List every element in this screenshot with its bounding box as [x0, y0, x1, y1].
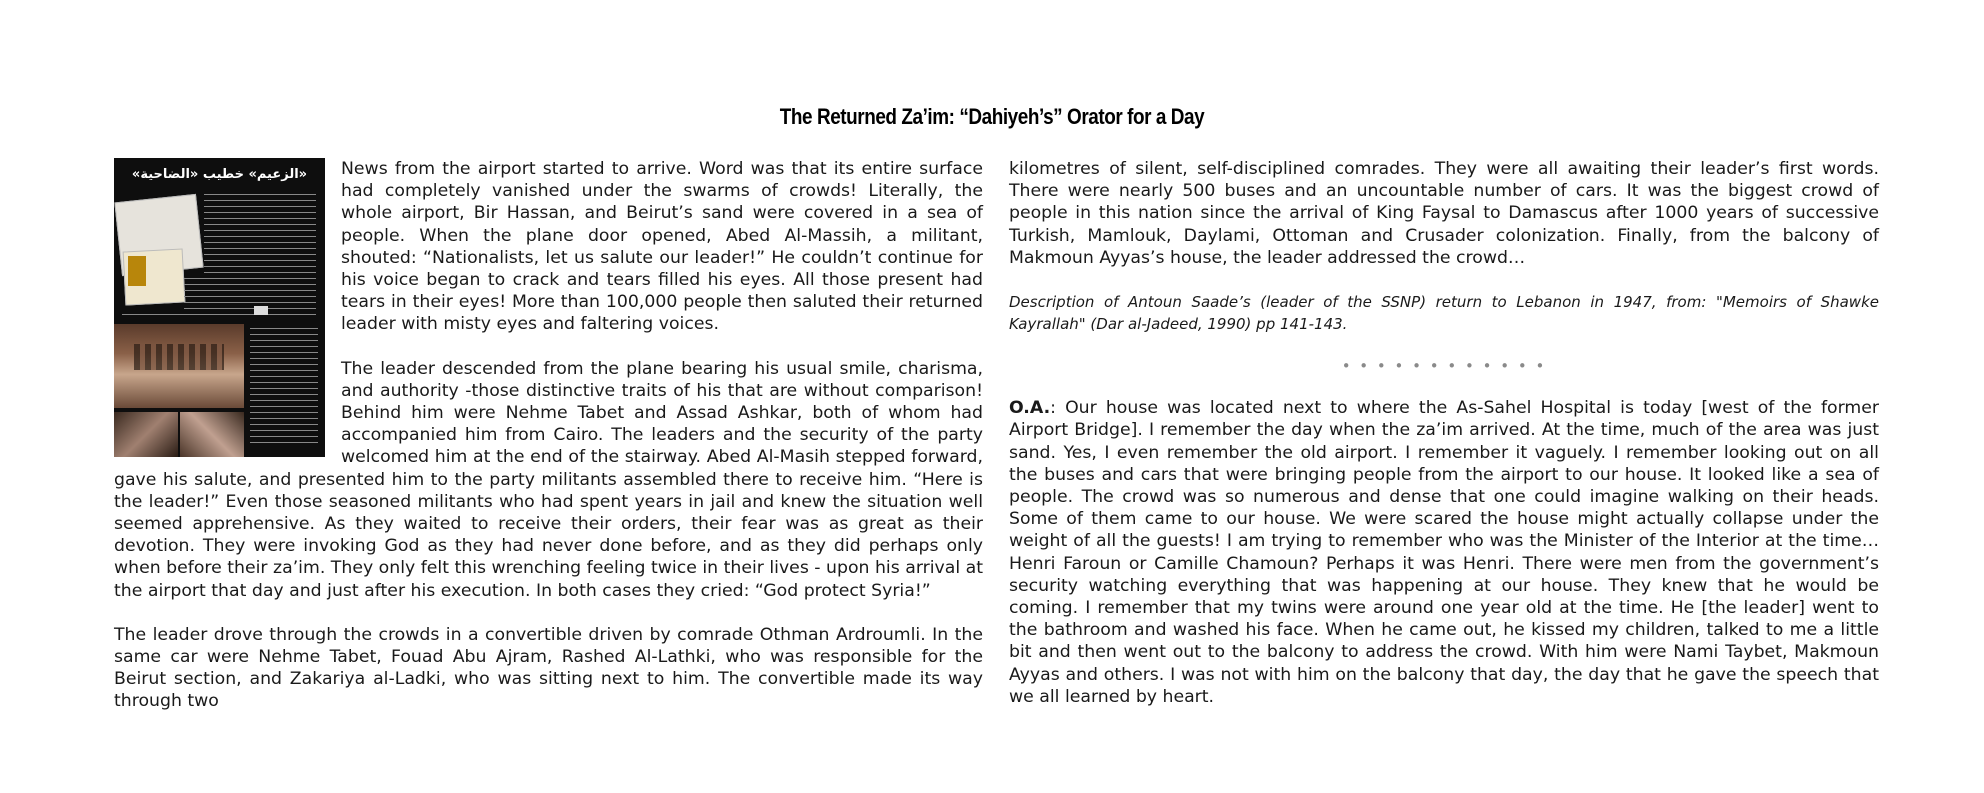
interview-text: : Our house was located next to where the As-Sahel Hospital is today [west of the former Airport Bridge]. I remember the day when the za’im arrived. At the time, much of the area was just sand. Yes, I even remember the old airport. I remember it vaguely. I remember looking out on all the buses and cars that were bringing people from the airport to our house. It looked like a sea of people. The crowd was so numerous and dense that one could imagine walking on their heads. Some of them came to our house. We were scared the house might actually collapse under the weight of all the guests! I am trying to remember who was the Minister of the Interior at the time…Henri Faroun or Camille Chamoun? Perhaps it was Henri. There were men from the government’s security watching everything that was happening at our house. They knew that he would be coming. I remember that my twins were around one year old at the time. He [the leader] went to the bathroom and washed his face. When he came out, he kissed my children, talked to me a little bit and then went out to the balcony to address the crowd. With him were Nami Taybet, Makmoun Ayyas and others. I was not with him on the balcony that day, the day that he gave the speech that we all learned by heart.: [1009, 398, 1879, 707]
crowd-photo-figures: [134, 344, 224, 370]
right-column: [1009, 158, 1879, 708]
left-paragraph-1: News from the airport started to arrive. Word was that its entire surface had completely vanished under the swarms of crowds! Literally, the whole airport, Bir Hassan, and Beirut’s sand were covered in a sea of people. When the plane door opened, Abed Al-Massih, a militant, shouted: “Nationalists, let us salute our leader!” He couldn’t continue for his voice began to crack and tears filled his eyes. All those present had tears in their eyes! More than 100,000 people then saluted their returned leader with misty eyes and faltering voices.: [341, 159, 983, 335]
clipping-headline: «الزعيم» خطيب «الضاحية»: [131, 167, 308, 182]
newspaper-clipping-image: [114, 158, 325, 457]
left-paragraph-3: The leader drove through the crowds in a convertible driven by comrade Othman Ardroumli. In the same car were Nehme Tabet, Fouad Abu Ajram, Rashed Al-Lathki, who was responsible for the Beirut section, and Zakariya al-Ladki, who was sitting next to him. The convertible made its way through two: [114, 624, 983, 712]
stamp-mark: [254, 306, 268, 315]
right-paragraph-1: kilometres of silent, self-disciplined comrades. They were all awaiting their leader’s first words. There were nearly 500 buses and an uncountable number of cars. It was the biggest crowd of people in this nation since the arrival of King Faysal to Damascus after 1000 years of successive Turkish, Mamlouk, Daylami, Ottoman and Crusader colonization. Finally, from the balcony of Makmoun Ayyas’s house, the leader addressed the crowd…: [1009, 159, 1879, 268]
crowd-photo-bottom-right: [180, 412, 244, 457]
interviewee-initials: O.A.: [1009, 398, 1051, 419]
left-column: [114, 158, 983, 713]
left-paragraph-2: The leader descended from the plane bearing his usual smile, charisma, and authority -those distinctive traits of his that are without comparison! Behind him were Nehme Tabet and Assad Ashkar, both of whom had accompanied him from Cairo. The leaders and the security of the party welcomed him at the end of the stairway. Abed Al-Masih stepped forward, gave his salute, and presented him to the party militants assembled there to receive him. “Here is the leader!” Even those seasoned militants who had spent years in jail and knew the situation well seemed apprehensive. As they waited to receive their orders, their fear was as great as their devotion. They were invoking God as they had never done before, and as they did perhaps only when before their za’im. They only felt this wrenching feeling twice in their lives - upon his arrival at the airport that day and just after his execution. In both cases they cried: “God protect Syria!”: [114, 358, 984, 601]
crowd-photo-bottom-left: [114, 412, 178, 457]
interview-paragraph: [1009, 397, 1879, 708]
book-cover-inset: [128, 256, 146, 286]
source-caption: Description of Antoun Saade’s (leader of the SSNP) return to Lebanon in 1947, from: "Memoirs of Shawke Kayrallah" (Dar al-Jadeed, 1990) pp 141-143.: [1009, 293, 1879, 334]
article-title: The Returned Za’im: “Dahiyeh’s” Orator for a Day: [779, 104, 1205, 129]
section-separator: • • • • • • • • • • • •: [1341, 357, 1547, 376]
